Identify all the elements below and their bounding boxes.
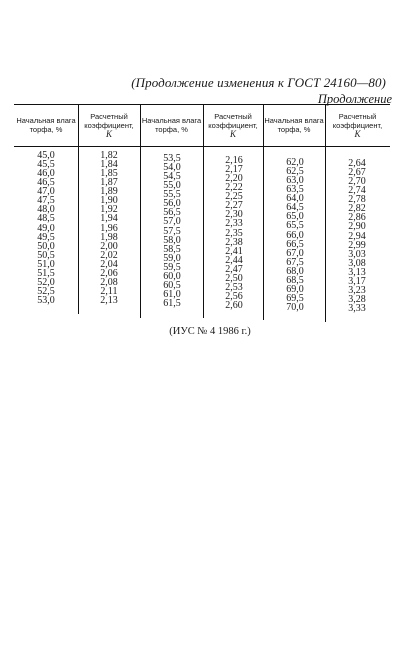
header-coefficient-symbol: К	[230, 128, 236, 139]
coefficient-cell: 3,03	[348, 248, 366, 260]
header-coefficient	[325, 104, 390, 146]
coefficient-cell: 2,06	[100, 267, 118, 279]
moisture-cell: 66,5	[286, 238, 304, 250]
moisture-cell: 55,0	[163, 180, 181, 192]
moisture-cell: 49,5	[37, 231, 55, 243]
moisture-cell: 46,5	[37, 177, 55, 189]
moisture-cell: 52,5	[37, 285, 55, 297]
coefficient-cell: 1,85	[100, 168, 118, 180]
moisture-column	[24, 151, 68, 305]
moisture-cell: 47,5	[37, 195, 55, 207]
coefficient-cell: 3,08	[348, 257, 366, 269]
coefficient-cell: 3,13	[348, 266, 366, 278]
coefficient-cell: 2,17	[225, 164, 243, 176]
coefficient-cell: 2,99	[348, 239, 366, 251]
moisture-cell: 68,5	[286, 274, 304, 286]
coefficient-cell: 2,20	[225, 173, 243, 185]
header-coefficient-label: Расчетный коэффициент,	[208, 111, 258, 130]
coefficient-cell: 1,94	[100, 213, 118, 225]
coefficient-cell: 1,89	[100, 186, 118, 198]
header-coefficient-label: Расчетный коэффициент,	[332, 111, 383, 130]
moisture-cell: 54,5	[163, 171, 181, 183]
coefficient-cell: 2,78	[348, 194, 366, 206]
coefficient-cell: 3,33	[348, 303, 366, 314]
header-coefficient-symbol: К	[354, 128, 361, 139]
moisture-cell: 47,0	[37, 186, 55, 198]
coefficient-cell: 1,82	[100, 150, 118, 161]
coefficient-cell: 1,96	[100, 222, 118, 234]
moisture-cell: 67,0	[286, 247, 304, 259]
coefficient-cell: 2,04	[100, 258, 118, 270]
coefficient-cell: 1,92	[100, 204, 118, 216]
coefficient-cell: 2,64	[348, 158, 366, 169]
moisture-cell: 62,0	[286, 157, 304, 168]
coefficient-cell: 2,94	[348, 230, 366, 242]
coefficient-cell: 2,41	[225, 245, 243, 257]
moisture-cell: 59,0	[163, 252, 181, 264]
moisture-cell: 69,0	[286, 283, 304, 295]
header-coefficient-symbol: К	[106, 128, 112, 139]
moisture-cell: 52,0	[37, 276, 55, 288]
header-moisture	[140, 104, 203, 146]
amendment-heading: (Продолжение изменения к ГОСТ 24160—80)	[131, 75, 386, 90]
moisture-cell: 45,5	[37, 159, 55, 171]
moisture-cell: 70,0	[286, 302, 304, 313]
moisture-cell: 57,0	[163, 216, 181, 228]
moisture-cell: 61,5	[163, 298, 181, 309]
moisture-cell: 65,5	[286, 220, 304, 232]
footnote-source: (ИУС № 4 1986 г.)	[169, 326, 251, 337]
coefficient-column	[86, 151, 132, 305]
moisture-cell: 66,0	[286, 229, 304, 241]
table-header-rule	[14, 146, 390, 147]
moisture-cell: 67,5	[286, 256, 304, 268]
coefficient-cell: 2,70	[348, 176, 366, 188]
moisture-cell: 60,5	[163, 279, 181, 291]
moisture-cell: 63,0	[286, 175, 304, 187]
coefficient-cell: 2,13	[100, 295, 118, 306]
coefficient-cell: 2,22	[225, 182, 243, 194]
continuation-label: Продолжение	[317, 92, 392, 106]
moisture-cell: 62,5	[286, 166, 304, 178]
coefficient-cell: 2,25	[225, 191, 243, 203]
moisture-cell: 45,0	[37, 150, 55, 161]
coefficient-cell: 2,50	[225, 272, 243, 284]
moisture-cell: 56,5	[163, 207, 181, 219]
coefficient-cell: 2,00	[100, 240, 118, 252]
coefficient-cell: 3,28	[348, 293, 366, 305]
coefficient-cell: 2,02	[100, 249, 118, 261]
coefficient-cell: 2,74	[348, 185, 366, 197]
moisture-cell: 64,5	[286, 202, 304, 214]
moisture-cell: 50,0	[37, 240, 55, 252]
header-moisture	[14, 104, 78, 146]
moisture-cell: 48,5	[37, 213, 55, 225]
coefficient-cell: 2,08	[100, 276, 118, 288]
header-moisture-label: Начальная влага торфа, %	[264, 116, 324, 134]
header-moisture-label: Начальная влага торфа, %	[141, 116, 202, 134]
moisture-cell: 53,5	[163, 153, 181, 164]
moisture-cell: 59,5	[163, 261, 181, 273]
moisture-cell: 55,5	[163, 189, 181, 201]
coefficient-cell: 2,60	[225, 300, 243, 311]
coefficient-cell: 2,16	[225, 155, 243, 166]
moisture-cell: 63,5	[286, 184, 304, 196]
coefficient-cell: 2,27	[225, 200, 243, 212]
coefficient-cell: 2,30	[225, 209, 243, 221]
header-coefficient	[78, 104, 140, 146]
coefficient-column	[211, 156, 257, 310]
moisture-cell: 58,5	[163, 243, 181, 255]
coefficient-cell: 2,56	[225, 290, 243, 302]
coefficient-cell: 1,84	[100, 159, 118, 171]
header-moisture-label: Начальная влага торфа, %	[16, 116, 76, 134]
header-coefficient-label: Расчетный коэффициент,	[84, 111, 134, 130]
moisture-column	[149, 154, 195, 308]
coefficient-cell: 3,23	[348, 284, 366, 296]
moisture-cell: 51,5	[37, 267, 55, 279]
moisture-cell: 65,0	[286, 211, 304, 223]
moisture-cell: 54,0	[163, 162, 181, 174]
moisture-cell: 46,0	[37, 168, 55, 180]
coefficient-cell: 2,44	[225, 254, 243, 266]
moisture-cell: 61,0	[163, 288, 181, 300]
coefficient-column	[334, 159, 380, 313]
moisture-cell: 68,0	[286, 265, 304, 277]
coefficient-cell: 2,90	[348, 221, 366, 233]
header-moisture	[263, 104, 325, 146]
coefficient-cell: 2,53	[225, 281, 243, 293]
moisture-cell: 51,0	[37, 258, 55, 270]
coefficient-cell: 2,11	[100, 285, 118, 297]
moisture-cell: 50,5	[37, 249, 55, 261]
moisture-cell: 53,0	[37, 295, 55, 306]
moisture-cell: 58,0	[163, 234, 181, 246]
coefficient-cell: 2,35	[225, 227, 243, 239]
coefficient-cell: 2,47	[225, 263, 243, 275]
coefficient-cell: 3,17	[348, 275, 366, 287]
moisture-cell: 64,0	[286, 193, 304, 205]
moisture-cell: 60,0	[163, 270, 181, 282]
coefficient-cell: 1,98	[100, 231, 118, 243]
coefficient-cell: 2,33	[225, 218, 243, 230]
moisture-column	[272, 158, 318, 312]
coefficient-cell: 1,87	[100, 177, 118, 189]
moisture-cell: 57,5	[163, 225, 181, 237]
coefficient-cell: 1,90	[100, 195, 118, 207]
moisture-cell: 48,0	[37, 204, 55, 216]
moisture-cell: 49,0	[37, 222, 55, 234]
moisture-cell: 56,0	[163, 198, 181, 210]
coefficient-cell: 2,86	[348, 212, 366, 224]
coefficient-cell: 2,67	[348, 167, 366, 179]
coefficient-cell: 2,82	[348, 203, 366, 215]
header-coefficient	[203, 104, 263, 146]
coefficient-cell: 2,38	[225, 236, 243, 248]
moisture-cell: 69,5	[286, 292, 304, 304]
